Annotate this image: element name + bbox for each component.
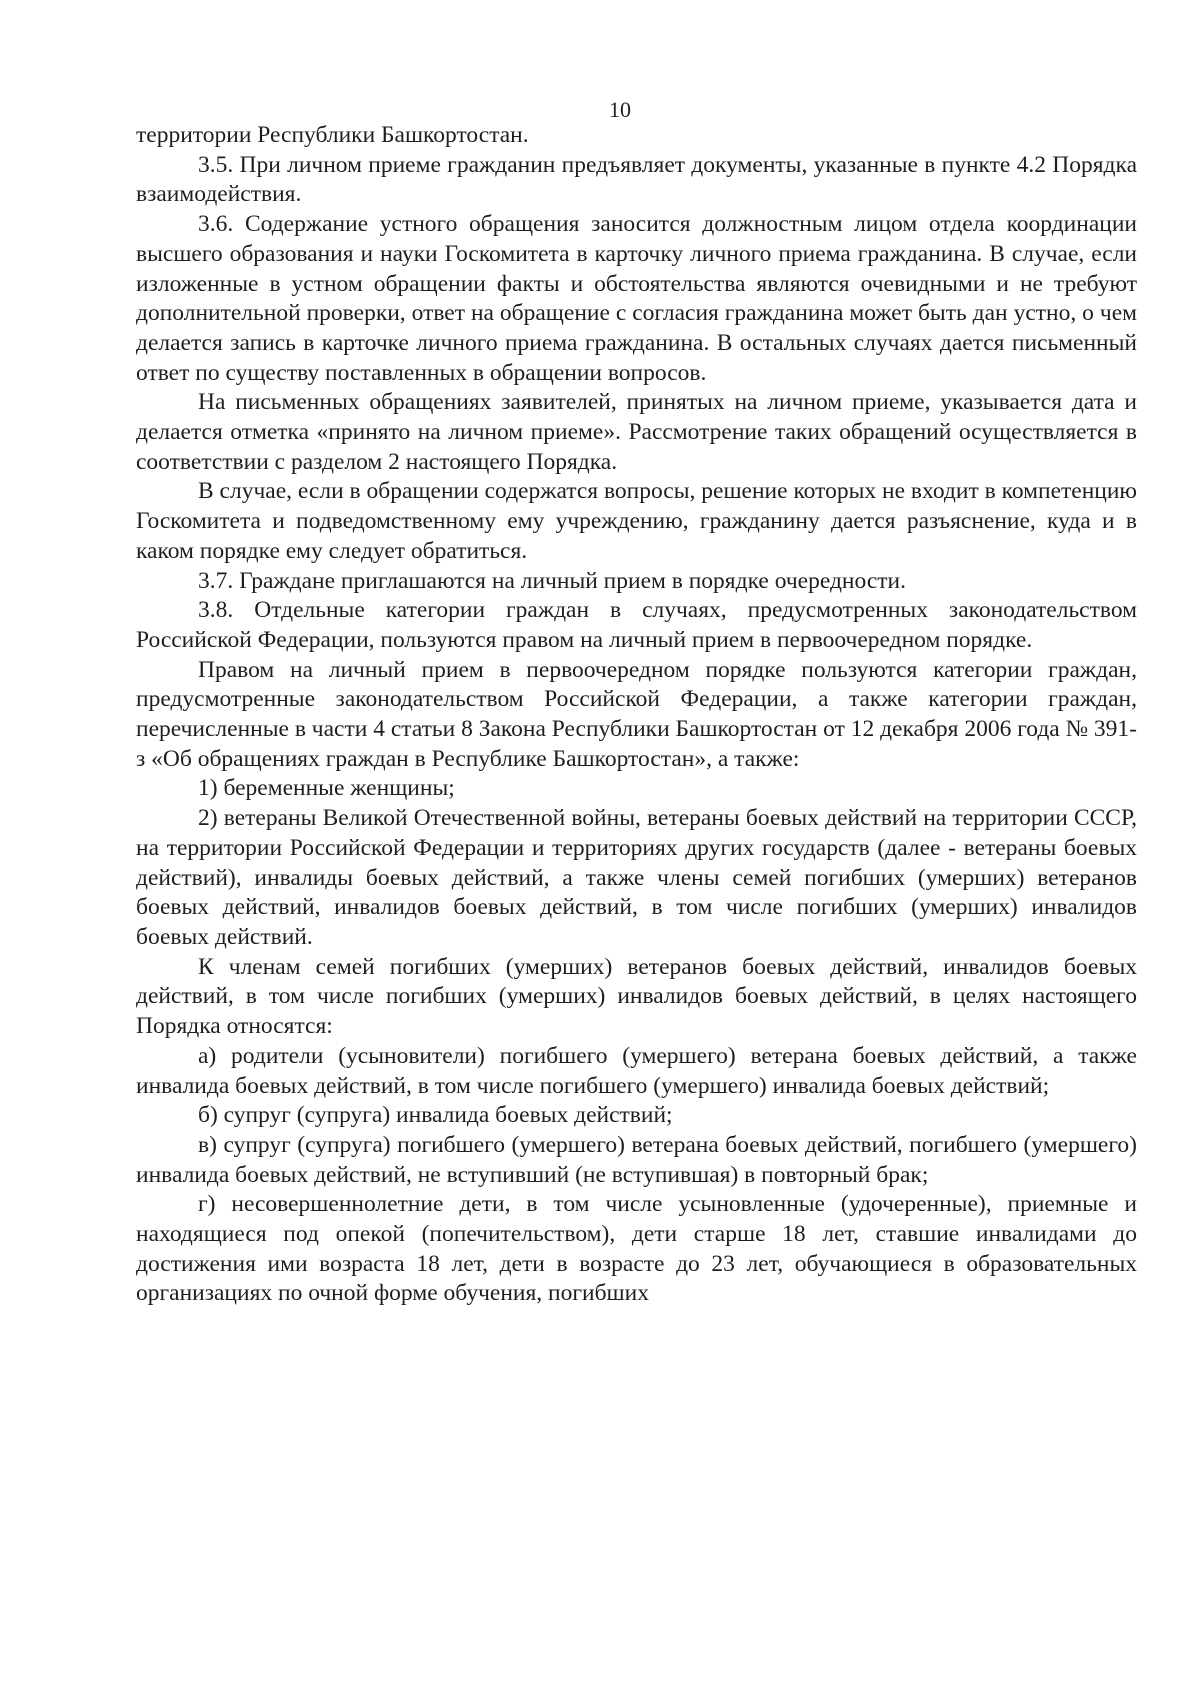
list-item-1: 1) беременные женщины; [198,775,455,802]
paragraph-written-appeals: На письменных обращениях заявителей, принятых на личном приеме, указывается дата и делается отметка «принято на личном приеме». Рассмотрение таких обращений осуществляется в соответствии с разделом 2 настоящего Порядка. [136,389,1137,475]
paragraph-3-7: 3.7. Граждане приглашаются на личный прием в порядке очередности. [198,567,906,594]
paragraph-continuation: территории Республики Башкортостан. [136,122,529,148]
list-item-2: 2) ветераны Великой Отечественной войны, ветераны боевых действий на территории СССР, на территории Российской Федерации и территориях других государств (далее - ветераны боевых действий), инвалиды боевых действий, а также члены семей погибших (умерших) ветеранов боевых действий, инвалидов боевых действий, в том числе погибших (умерших) инвалидов боевых действий. [136,805,1137,950]
list-item-a: а) родители (усыновители) погибшего (умершего) ветерана боевых действий, а также инвалида боевых действий, в том числе погибшего (умершего) инвалида боевых действий; [136,1042,1137,1099]
list-item-b: б) супруг (супруга) инвалида боевых действий; [198,1102,673,1129]
paragraph-priority-right: Правом на личный прием в первоочередном порядке пользуются категории граждан, предусмотренные законодательством Российской Федерации, а также категории граждан, перечисленные в части 4 статьи 8 Закона Республики Башкортостан от 12 декабря 2006 года № 391-з «Об обращениях граждан в Республике Башкортостан», а также: [136,656,1137,772]
document-body [136,121,1137,1309]
paragraph-3-6: 3.6. Содержание устного обращения заносится должностным лицом отдела координации высшего образования и науки Госкомитета в карточку личного приема гражданина. В случае, если изложенные в устном обращении факты и обстоятельства являются очевидными и не требуют дополнительной проверки, ответ на обращение с согласия гражданина может быть дан устно, о чем делается запись в карточке личного приема гражданина. В остальных случаях дается письменный ответ по существу поставленных в обращении вопросов. [136,211,1137,386]
page-number: 10 [609,97,631,122]
paragraph-3-5: 3.5. При личном приеме гражданин предъявляет документы, указанные в пункте 4.2 Порядка взаимодействия. [136,151,1137,208]
paragraph-out-of-competence: В случае, если в обращении содержатся вопросы, решение которых не входит в компетенцию Госкомитета и подведомственному ему учреждению, гражданину дается разъяснение, куда и в каком порядке ему следует обратиться. [136,478,1137,564]
list-item-g: г) несовершеннолетние дети, в том числе усыновленные (удочеренные), приемные и находящиеся под опекой (попечительством), дети старше 18 лет, ставшие инвалидами до достижения ими возраста 18 лет, дети в возрасте до 23 лет, обучающиеся в образовательных организациях по очной форме обучения, погибших [136,1191,1137,1307]
list-item-v: в) супруг (супруга) погибшего (умершего) ветерана боевых действий, погибшего (умершего) инвалида боевых действий, не вступивший (не вступившая) в повторный брак; [136,1131,1137,1188]
paragraph-family-members: К членам семей погибших (умерших) ветеранов боевых действий, инвалидов боевых действий, в том числе погибших (умерших) инвалидов боевых действий, в целях настоящего Порядка относятся: [136,953,1137,1040]
paragraph-3-8: 3.8. Отдельные категории граждан в случаях, предусмотренных законодательством Российской Федерации, пользуются правом на личный прием в первоочередном порядке. [136,597,1137,653]
